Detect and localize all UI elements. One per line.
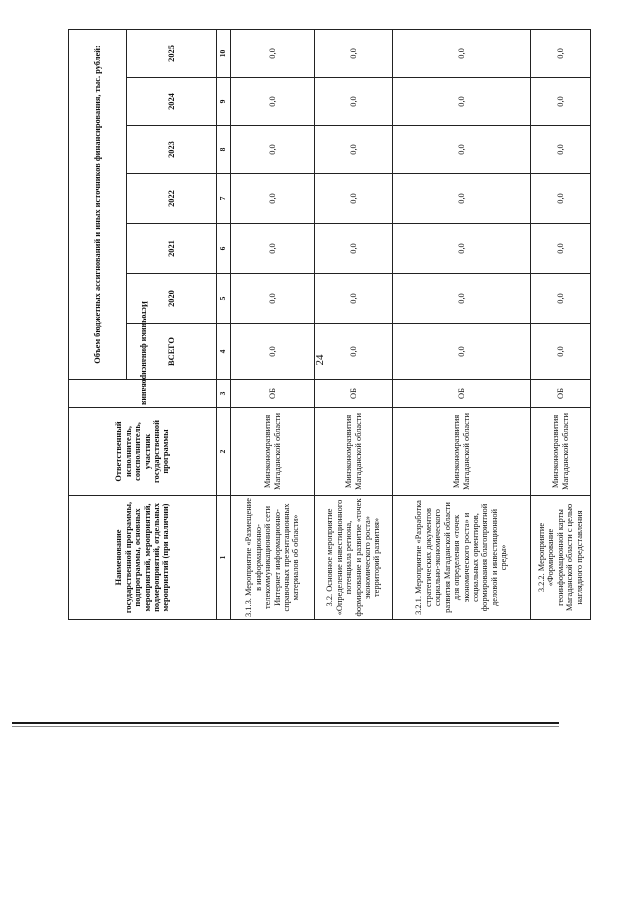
- row-value-total: 0,0: [231, 324, 315, 380]
- page-number: 24: [314, 354, 326, 366]
- table-row: [315, 29, 393, 619]
- row-value-total: 0,0: [315, 324, 393, 380]
- row-value-2023: 0,0: [393, 126, 531, 174]
- column-number: 5: [217, 274, 231, 324]
- table-row: [231, 29, 315, 619]
- row-value-2024: 0,0: [393, 78, 531, 126]
- column-number: 1: [217, 496, 231, 620]
- row-value-2021: 0,0: [315, 224, 393, 274]
- row-value-2025: 0,0: [531, 29, 591, 77]
- table-wrapper: [68, 30, 590, 620]
- column-number: 10: [217, 29, 231, 77]
- row-value-total: 0,0: [531, 324, 591, 380]
- row-value-2025: 0,0: [231, 29, 315, 77]
- column-number: 9: [217, 78, 231, 126]
- column-number: 2: [217, 408, 231, 496]
- row-value-2020: 0,0: [231, 274, 315, 324]
- row-source: ОБ: [231, 380, 315, 408]
- header-row-top: [69, 29, 127, 619]
- header-source-text: Источники финансирования: [139, 301, 149, 405]
- column-number: 4: [217, 324, 231, 380]
- row-responsible: Минэкономразвития Магаданской области: [315, 408, 393, 496]
- row-value-2020: 0,0: [393, 274, 531, 324]
- header-volume-cell: Объем бюджетных ассигнований и иных источников финансирования, тыс. рублей:: [69, 29, 127, 379]
- header-responsible-cell: Ответственный исполнитель, соисполнитель, участник государственной программы: [69, 408, 217, 496]
- table-row: [531, 29, 591, 619]
- header-name-cell: Наименование государственной программы, подпрограммы, основных мероприятий, мероприятий, подмероприятий, отдельных мероприятий (при наличии): [69, 496, 217, 620]
- row-name: 3.2.2. Мероприятие «Формирование геоинформационной карты Магаданской области с целью наглядного представления: [531, 496, 591, 620]
- row-responsible: Минэкономразвития Магаданской области: [393, 408, 531, 496]
- row-value-2022: 0,0: [315, 174, 393, 224]
- row-value-2020: 0,0: [531, 274, 591, 324]
- column-number: 7: [217, 174, 231, 224]
- row-responsible: Минэкономразвития Магаданской области: [531, 408, 591, 496]
- year-header-2024: 2024: [127, 78, 217, 126]
- row-name: 3.2.1. Мероприятие «Разработка стратегических документов социально-экономического развития Магаданской области для определения «точек экономического роста» и социальных ориентиров, формирования благоприятной деловой и инвестиционной среды»: [393, 496, 531, 620]
- year-header-2025: 2025: [127, 29, 217, 77]
- row-value-2021: 0,0: [531, 224, 591, 274]
- year-header-2021: 2021: [127, 224, 217, 274]
- row-value-2025: 0,0: [315, 29, 393, 77]
- bottom-rule-thin: [12, 726, 559, 727]
- table-row: [393, 29, 531, 619]
- column-number: 3: [217, 380, 231, 408]
- financing-table: [68, 29, 591, 620]
- row-value-2023: 0,0: [231, 126, 315, 174]
- row-source: ОБ: [393, 380, 531, 408]
- row-value-2022: 0,0: [231, 174, 315, 224]
- row-source: ОБ: [531, 380, 591, 408]
- row-value-2024: 0,0: [315, 78, 393, 126]
- column-number: 8: [217, 126, 231, 174]
- row-name: 3.2. Основное мероприятие «Определение инвестиционного потенциала региона, формирование и развитие «точек экономического роста» территорий развития»: [315, 496, 393, 620]
- row-value-2024: 0,0: [231, 78, 315, 126]
- bottom-rule: [12, 722, 559, 724]
- row-value-total: 0,0: [393, 324, 531, 380]
- row-value-2023: 0,0: [315, 126, 393, 174]
- row-value-2024: 0,0: [531, 78, 591, 126]
- row-value-2025: 0,0: [393, 29, 531, 77]
- row-value-2022: 0,0: [531, 174, 591, 224]
- year-header-2020: 2020: [127, 274, 217, 324]
- row-name: 3.1.3. Мероприятие «Размещение в информационно-телекоммуникационной сети Интернет информационно-справочных презентационных материалов об области»: [231, 496, 315, 620]
- row-value-2020: 0,0: [315, 274, 393, 324]
- year-header-2022: 2022: [127, 174, 217, 224]
- column-number: 6: [217, 224, 231, 274]
- row-value-2021: 0,0: [393, 224, 531, 274]
- year-header-2023: 2023: [127, 126, 217, 174]
- row-responsible: Минэкономразвития Магаданской области: [231, 408, 315, 496]
- rotated-table-frame: [68, 30, 590, 620]
- year-header-total: ВСЕГО: [127, 324, 217, 380]
- column-number-row: [217, 29, 231, 619]
- row-value-2022: 0,0: [393, 174, 531, 224]
- row-value-2023: 0,0: [531, 126, 591, 174]
- row-value-2021: 0,0: [231, 224, 315, 274]
- row-source: ОБ: [315, 380, 393, 408]
